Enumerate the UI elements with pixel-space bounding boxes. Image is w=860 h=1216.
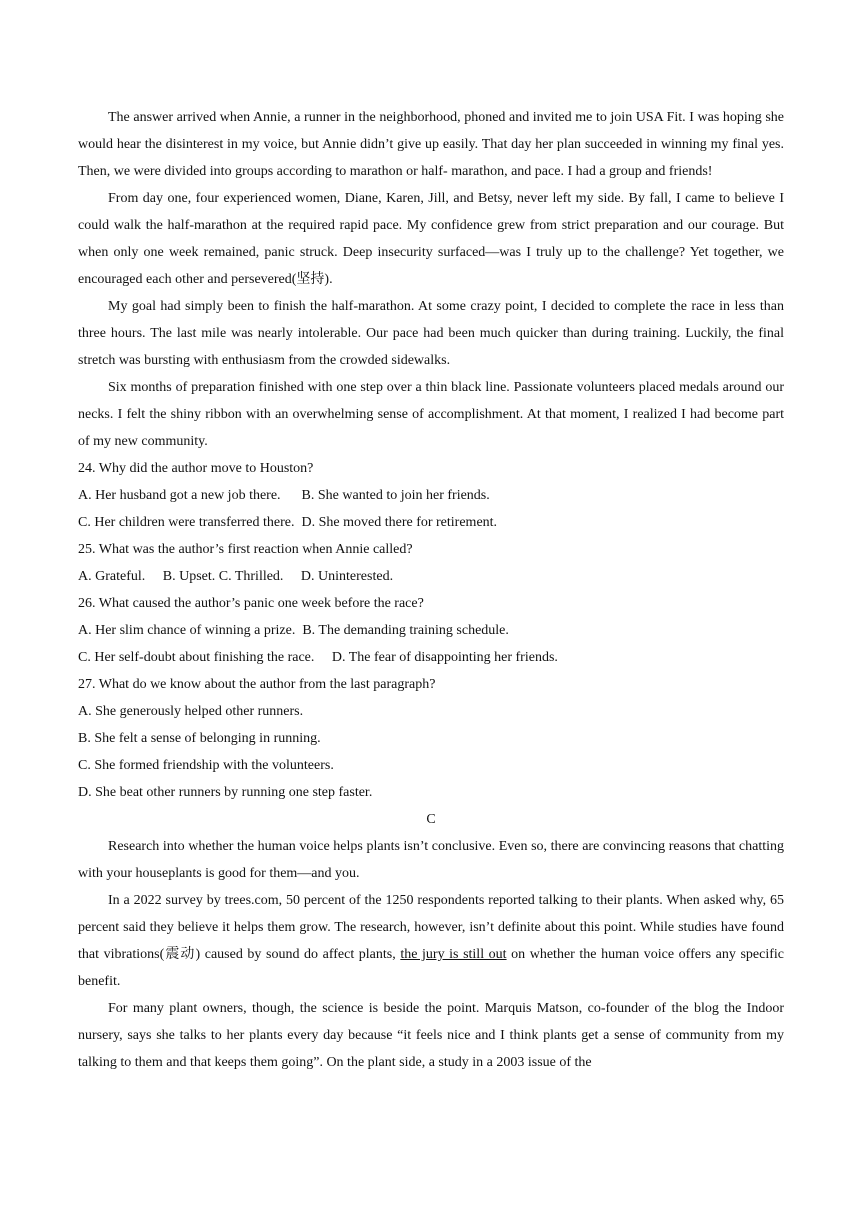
passage-paragraph: Six months of preparation finished with one step over a thin black line. Passionate volunteers placed medals around our necks. I felt the shiny ribbon with an overwhelming sense of accomplishment. At that moment, I realized I had become part of my new community. [78, 380, 784, 449]
passage-paragraph: For many plant owners, though, the science is beside the point. Marquis Matson, co-founder of the blog the Indoor nursery, says she talks to her plants every day because “it feels nice and I think plants get a sense of community from my talking to them and that keeps them going”. On the plant side, a study in a 2003 issue of the [78, 1001, 784, 1070]
paragraph-text: In a 2022 survey by trees.com, 50 percent of the 1250 respondents reported talking to their plants. When asked why, 65 percent said they believe it helps them grow. The research, however, isn’t definite about this point. While studies have found that vibrations(震动) caused by sound do affect plants, [78, 893, 784, 962]
question-26: 26. What caused the author’s panic one week before the race? [78, 596, 424, 611]
paragraph-text: on whether the human voice offers any specific benefit. [78, 947, 784, 989]
question-25: 25. What was the author’s first reaction when Annie called? [78, 542, 413, 557]
question-26-options: A. Her slim chance of winning a prize. B. The demanding training schedule. [78, 623, 509, 638]
question-24: 24. Why did the author move to Houston? [78, 461, 314, 476]
passage-paragraph: My goal had simply been to finish the half-marathon. At some crazy point, I decided to complete the race in less than three hours. The last mile was nearly intolerable. Our pace had been much quicker than during training. Luckily, the final stretch was bursting with enthusiasm from the crowded sidewalks. [78, 299, 784, 368]
question-24-options: C. Her children were transferred there. D. She moved there for retirement. [78, 515, 498, 530]
passage-paragraph: From day one, four experienced women, Diane, Karen, Jill, and Betsy, never left my side. By fall, I came to believe I could walk the half-marathon at the required rapid pace. My confidence grew from strict preparation and our courage. But when only one week remained, panic struck. Deep insecurity surfaced—was I truly up to the challenge? Yet together, we encouraged each other and persevered(坚持). [78, 191, 784, 287]
underlined-phrase: the jury is still out [400, 947, 507, 962]
question-27-option-a: A. She generously helped other runners. [78, 704, 304, 719]
question-26-options: C. Her self-doubt about finishing the race. D. The fear of disappointing her friends. [78, 650, 558, 665]
question-25-options: A. Grateful. B. Upset. C. Thrilled. D. Uninterested. [78, 569, 394, 584]
question-24-options: A. Her husband got a new job there. B. She wanted to join her friends. [78, 488, 490, 503]
document-page [78, 104, 784, 1076]
question-27: 27. What do we know about the author from the last paragraph? [78, 677, 436, 692]
passage-paragraph: Research into whether the human voice helps plants isn’t conclusive. Even so, there are convincing reasons that chatting with your houseplants is good for them—and you. [78, 839, 784, 881]
passage-paragraph: The answer arrived when Annie, a runner in the neighborhood, phoned and invited me to join USA Fit. I was hoping she would hear the disinterest in my voice, but Annie didn’t give up easily. That day her plan succeeded in winning my final yes. Then, we were divided into groups according to marathon or half- marathon, and pace. I had a group and friends! [78, 110, 784, 179]
question-27-option-d: D. She beat other runners by running one step faster. [78, 785, 373, 800]
question-27-option-c: C. She formed friendship with the volunteers. [78, 758, 334, 773]
passage-paragraph [78, 887, 784, 995]
section-heading: C [426, 812, 436, 827]
question-27-option-b: B. She felt a sense of belonging in running. [78, 731, 321, 746]
